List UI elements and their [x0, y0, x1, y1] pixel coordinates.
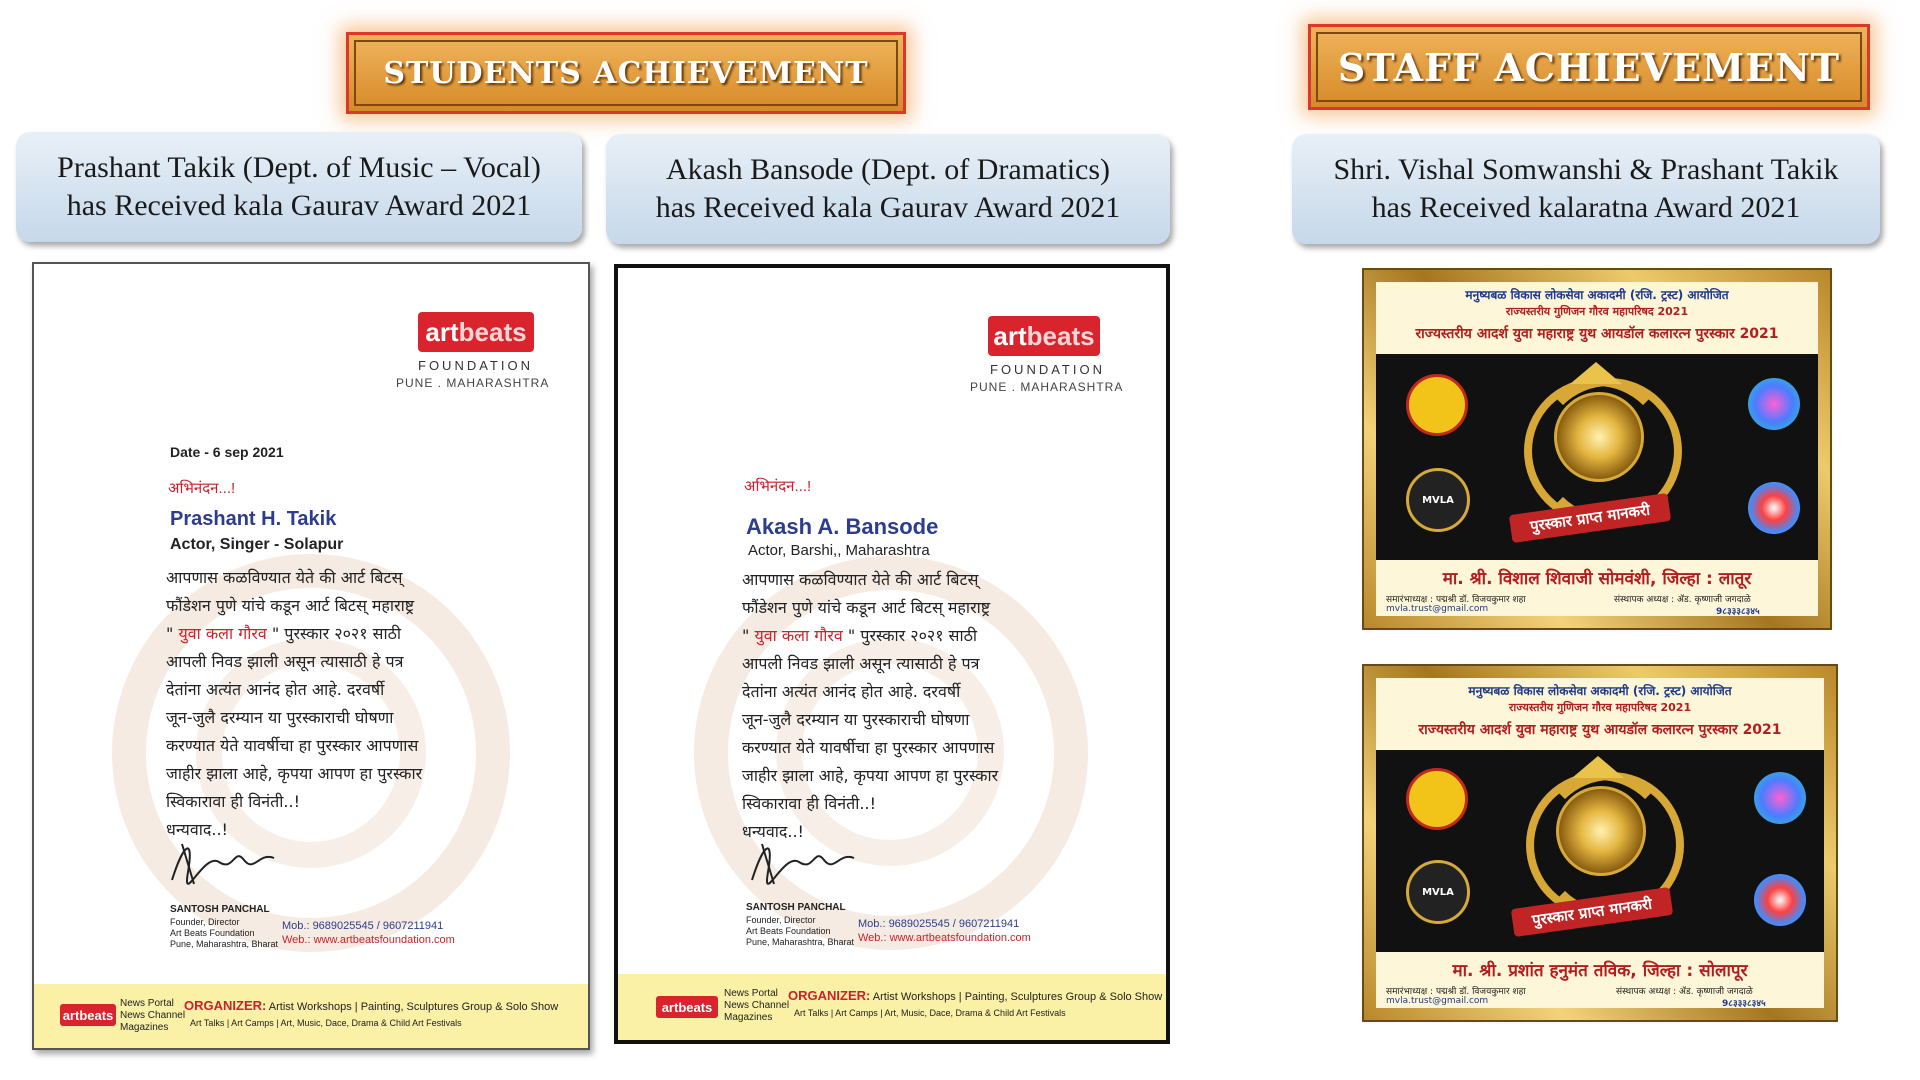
- signatory-role-1: Founder, Director: [746, 915, 816, 925]
- caption-line-2: has Received kala Gaurav Award 2021: [66, 189, 532, 222]
- award-event: राज्यस्तरीय गुणिजन गौरव महापरिषद 2021: [1505, 305, 1689, 318]
- signatory-role-3: Pune, Maharashtra, Bharat: [170, 939, 279, 949]
- caption-line-1: Akash Bansode (Dept. of Dramatics): [665, 153, 1111, 186]
- award-chief-guest: समारंभाध्यक्ष : पद्मश्री डॉ. विजयकुमार शहा: [1386, 595, 1526, 605]
- mvla-seal: MVLA: [1406, 468, 1470, 532]
- recipient-name: Prashant H. Takik: [170, 508, 337, 530]
- certificate-body: आपणास कळविण्यात येते की आर्ट बिटस् फौंडेशन पुणे यांचे कडून आर्ट बिटस् महाराष्ट्र " युवा कला गौरव " पुरस्कार २०२१ साठी आपली निवड झाली असून त्यासाठी हे पत्र देतांना अत्यंत आनंद होत आहे. दरवर्षी जून-जुलै दरम्यान या पुरस्काराची घोषणा करण्यात येते यावर्षीचा हा पुरस्कार आपणास जाहीर झाला आहे, कृपया आपण हा पुरस्कार स्विकारावा ही विनंती..! धन्यवाद..!: [166, 568, 423, 839]
- certificate-prashant: [32, 262, 590, 1050]
- left-seal: [1406, 374, 1468, 436]
- caption-prashant: [16, 132, 582, 242]
- left-seal: [1406, 768, 1468, 830]
- award-panel: [1376, 678, 1824, 1008]
- signatory-role-2: Art Beats Foundation: [170, 928, 255, 938]
- right-stars-emblem: [1754, 874, 1806, 926]
- contact-mobile: Mob.: 9689025545 / 9607211941: [858, 918, 1020, 930]
- students-achievement-title: STUDENTS ACHIEVEMENT: [383, 55, 869, 91]
- award-phone: 9८३३३८३४५: [1722, 999, 1766, 1008]
- contact-website: Web.: www.artbeatsfoundation.com: [282, 934, 455, 946]
- award-email: mvla.trust@gmail.com: [1386, 996, 1489, 1006]
- award-footer: [1376, 952, 1824, 1008]
- staff-achievement-title: STAFF ACHIEVEMENT: [1337, 44, 1841, 90]
- award-recipient: मा. श्री. प्रशांत हनुमंत तविक, जिल्हा : सोलापूर: [1452, 961, 1748, 981]
- medal-image: [1554, 392, 1644, 482]
- award-panel: [1376, 282, 1818, 616]
- footer-organizer-line-1: ORGANIZER: Artist Workshops | Painting, Sculptures Group & Solo Show: [184, 998, 559, 1013]
- logo-city-text: PUNE . MAHARASHTRA: [396, 376, 550, 390]
- staff-achievement-banner: [1308, 24, 1870, 110]
- award-organizer: मनुष्यबळ विकास लोकसेवा अकादमी (रजि. ट्रस्ट) आयोजित: [1465, 288, 1729, 302]
- right-wings-emblem: [1754, 772, 1806, 824]
- award-header: [1376, 282, 1818, 354]
- recipient-subtitle: Actor, Barshi,, Maharashtra: [748, 542, 930, 559]
- award-frame-prashant: [1362, 664, 1838, 1022]
- caption-line-2: has Received kalaratna Award 2021: [1371, 191, 1801, 224]
- signatory-role-3: Pune, Maharashtra, Bharat: [746, 937, 855, 947]
- signatory-name: SANTOSH PANCHAL: [746, 902, 846, 913]
- students-achievement-banner: [346, 32, 906, 114]
- signature-image: [744, 832, 864, 890]
- caption-line-2: has Received kala Gaurav Award 2021: [655, 191, 1121, 224]
- footer-organizer-line-2: Art Talks | Art Camps | Art, Music, Dace, Drama & Child Art Festivals: [190, 1018, 462, 1028]
- award-phone: 9८३३३८३४५: [1716, 607, 1760, 616]
- footer-organizer-line-1: ORGANIZER: Artist Workshops | Painting, Sculptures Group & Solo Show: [788, 988, 1163, 1003]
- signatory-role-1: Founder, Director: [170, 917, 240, 927]
- crown-icon: [1572, 756, 1624, 778]
- award-frame-vishal: [1362, 268, 1832, 630]
- logo-city-text: PUNE . MAHARASHTRA: [970, 380, 1124, 394]
- mvla-seal: MVLA: [1406, 860, 1470, 924]
- signatory-role-2: Art Beats Foundation: [746, 926, 831, 936]
- award-name: युवा कला गौरव: [749, 626, 848, 645]
- footer-logo: artbeats: [60, 1004, 116, 1026]
- contact-mobile: Mob.: 9689025545 / 9607211941: [282, 920, 444, 932]
- award-founder: संस्थापक अध्यक्ष : ॲड. कृष्णाजी जगदाळे: [1614, 595, 1751, 605]
- footer-media: News Portal News Channel Magazines: [724, 988, 790, 1023]
- crown-icon: [1570, 362, 1622, 384]
- award-header: [1376, 678, 1824, 750]
- award-chief-guest: समारंभाध्यक्ष : पद्मश्री डॉ. विजयकुमार शहा: [1386, 987, 1526, 997]
- footer-logo: artbeats: [656, 996, 718, 1018]
- award-title: राज्यस्तरीय आदर्श युवा महाराष्ट्र युथ आयडॉल कलारत्न पुरस्कार 2021: [1418, 722, 1782, 738]
- logo-foundation-text: FOUNDATION: [418, 358, 533, 373]
- caption-line-1: Shri. Vishal Somwanshi & Prashant Takik: [1333, 153, 1839, 186]
- certificate-akash: [614, 264, 1170, 1044]
- artbeats-logo: art beats: [418, 312, 534, 352]
- certificate-footer: [34, 984, 588, 1048]
- award-organizer: मनुष्यबळ विकास लोकसेवा अकादमी (रजि. ट्रस्ट) आयोजित: [1468, 684, 1732, 698]
- caption-akash: [606, 134, 1170, 244]
- award-recipient: मा. श्री. विशाल शिवाजी सोमवंशी, जिल्हा : लातूर: [1442, 569, 1752, 589]
- award-ribbon: पुरस्कार प्राप्त मानकरी: [1511, 887, 1673, 937]
- artbeats-logo: art beats: [988, 316, 1100, 356]
- recipient-name: Akash A. Bansode: [746, 514, 939, 539]
- caption-line-1: Prashant Takik (Dept. of Music – Vocal): [57, 151, 541, 184]
- award-ribbon: पुरस्कार प्राप्त मानकरी: [1509, 493, 1671, 543]
- signature-image: [164, 832, 284, 890]
- certificate-footer: [618, 974, 1166, 1040]
- certificate-body: आपणास कळविण्यात येते की आर्ट बिटस् फौंडेशन पुणे यांचे कडून आर्ट बिटस् महाराष्ट्र " युवा कला गौरव " पुरस्कार २०२१ साठी आपली निवड झाली असून त्यासाठी हे पत्र देतांना अत्यंत आनंद होत आहे. दरवर्षी जून-जुलै दरम्यान या पुरस्काराची घोषणा करण्यात येते यावर्षीचा हा पुरस्कार आपणास जाहीर झाला आहे, कृपया आपण हा पुरस्कार स्विकारावा ही विनंती..! धन्यवाद..!: [742, 570, 999, 841]
- recipient-subtitle: Actor, Singer - Solapur: [170, 536, 344, 553]
- medal-image: [1556, 786, 1646, 876]
- caption-staff: [1292, 134, 1880, 244]
- footer-organizer-line-2: Art Talks | Art Camps | Art, Music, Dace, Drama & Child Art Festivals: [794, 1008, 1066, 1018]
- logo-foundation-text: FOUNDATION: [990, 362, 1105, 377]
- award-founder: संस्थापक अध्यक्ष : ॲड. कृष्णाजी जगदाळे: [1616, 987, 1753, 997]
- footer-media: News Portal News Channel Magazines: [120, 998, 186, 1033]
- contact-website: Web.: www.artbeatsfoundation.com: [858, 932, 1031, 944]
- right-wings-emblem: [1748, 378, 1800, 430]
- greeting: अभिनंदन...!: [168, 480, 236, 497]
- award-title: राज्यस्तरीय आदर्श युवा महाराष्ट्र युथ आयडॉल कलारत्न पुरस्कार 2021: [1415, 326, 1779, 342]
- right-stars-emblem: [1748, 482, 1800, 534]
- award-email: mvla.trust@gmail.com: [1386, 604, 1489, 614]
- greeting: अभिनंदन...!: [744, 478, 812, 495]
- award-event: राज्यस्तरीय गुणिजन गौरव महापरिषद 2021: [1508, 701, 1692, 714]
- certificate-date: Date - 6 sep 2021: [170, 444, 284, 460]
- award-footer: [1376, 560, 1818, 616]
- signatory-name: SANTOSH PANCHAL: [170, 904, 270, 915]
- award-name: युवा कला गौरव: [173, 624, 272, 643]
